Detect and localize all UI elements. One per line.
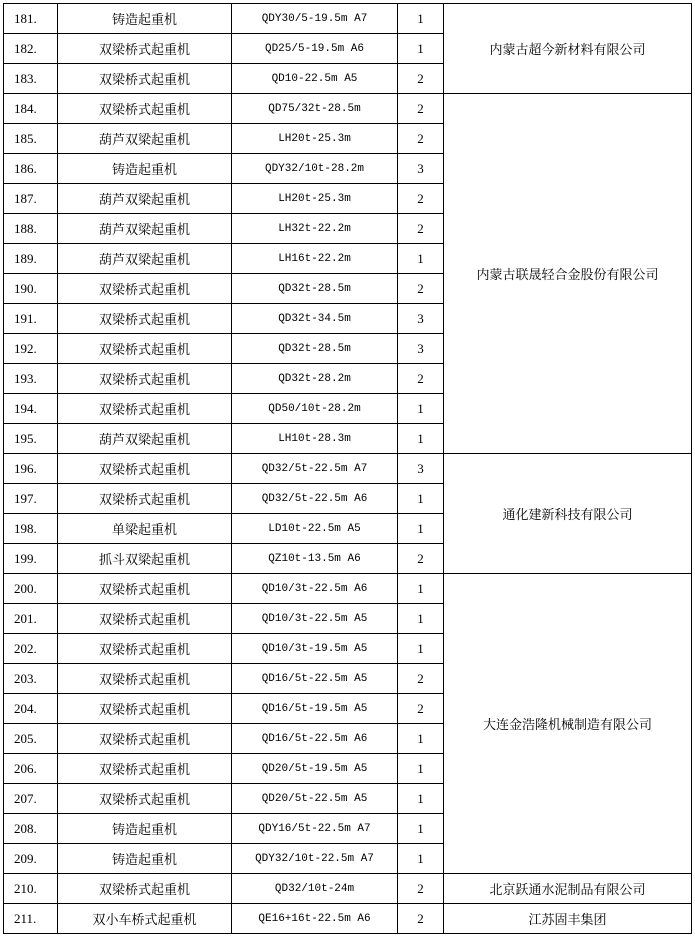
row-number-cell: 204.	[4, 694, 58, 724]
row-number-cell: 203.	[4, 664, 58, 694]
table-row	[4, 454, 692, 484]
model-spec-cell: QD25/5-19.5m A6	[232, 34, 398, 64]
company-cell: 大连金浩隆机械制造有限公司	[444, 574, 692, 874]
row-number-cell: 200.	[4, 574, 58, 604]
equipment-name-cell: 双梁桥式起重机	[58, 754, 232, 784]
model-spec-cell: QD32/10t-24m	[232, 874, 398, 904]
row-number-cell: 211.	[4, 904, 58, 934]
table-row	[4, 874, 692, 904]
quantity-cell: 3	[398, 154, 444, 184]
quantity-cell: 2	[398, 94, 444, 124]
model-spec-cell: QD32t-34.5m	[232, 304, 398, 334]
quantity-cell: 2	[398, 874, 444, 904]
table-row	[4, 904, 692, 934]
row-number-cell: 192.	[4, 334, 58, 364]
quantity-cell: 2	[398, 124, 444, 154]
row-number-cell: 188.	[4, 214, 58, 244]
row-number-cell: 208.	[4, 814, 58, 844]
row-number-cell: 187.	[4, 184, 58, 214]
row-number-cell: 198.	[4, 514, 58, 544]
equipment-name-cell: 双梁桥式起重机	[58, 94, 232, 124]
quantity-cell: 2	[398, 904, 444, 934]
row-number-cell: 189.	[4, 244, 58, 274]
model-spec-cell: LH20t-25.3m	[232, 124, 398, 154]
row-number-cell: 195.	[4, 424, 58, 454]
quantity-cell: 1	[398, 724, 444, 754]
quantity-cell: 2	[398, 184, 444, 214]
model-spec-cell: QDY30/5-19.5m A7	[232, 4, 398, 34]
quantity-cell: 2	[398, 214, 444, 244]
quantity-cell: 1	[398, 484, 444, 514]
equipment-name-cell: 单梁起重机	[58, 514, 232, 544]
quantity-cell: 1	[398, 244, 444, 274]
equipment-name-cell: 双梁桥式起重机	[58, 34, 232, 64]
quantity-cell: 1	[398, 754, 444, 784]
model-spec-cell: QD32/5t-22.5m A7	[232, 454, 398, 484]
equipment-name-cell: 双小车桥式起重机	[58, 904, 232, 934]
row-number-cell: 207.	[4, 784, 58, 814]
equipment-name-cell: 铸造起重机	[58, 844, 232, 874]
model-spec-cell: QD20/5t-19.5m A5	[232, 754, 398, 784]
quantity-cell: 1	[398, 784, 444, 814]
equipment-name-cell: 双梁桥式起重机	[58, 364, 232, 394]
crane-list-table	[3, 3, 692, 934]
model-spec-cell: QD10/3t-19.5m A5	[232, 634, 398, 664]
row-number-cell: 201.	[4, 604, 58, 634]
model-spec-cell: QD10/3t-22.5m A6	[232, 574, 398, 604]
company-cell: 内蒙古联晟轻合金股份有限公司	[444, 94, 692, 454]
quantity-cell: 1	[398, 4, 444, 34]
model-spec-cell: QD16/5t-19.5m A5	[232, 694, 398, 724]
model-spec-cell: QD32t-28.2m	[232, 364, 398, 394]
equipment-name-cell: 葫芦双梁起重机	[58, 244, 232, 274]
model-spec-cell: QD32t-28.5m	[232, 334, 398, 364]
row-number-cell: 184.	[4, 94, 58, 124]
model-spec-cell: QDY16/5t-22.5m A7	[232, 814, 398, 844]
model-spec-cell: QDY32/10t-22.5m A7	[232, 844, 398, 874]
company-cell: 江苏固丰集团	[444, 904, 692, 934]
table-row	[4, 574, 692, 604]
model-spec-cell: LH16t-22.2m	[232, 244, 398, 274]
equipment-name-cell: 双梁桥式起重机	[58, 604, 232, 634]
equipment-name-cell: 铸造起重机	[58, 4, 232, 34]
model-spec-cell: QDY32/10t-28.2m	[232, 154, 398, 184]
quantity-cell: 1	[398, 514, 444, 544]
row-number-cell: 182.	[4, 34, 58, 64]
row-number-cell: 181.	[4, 4, 58, 34]
row-number-cell: 194.	[4, 394, 58, 424]
quantity-cell: 3	[398, 454, 444, 484]
equipment-name-cell: 葫芦双梁起重机	[58, 214, 232, 244]
quantity-cell: 2	[398, 664, 444, 694]
row-number-cell: 205.	[4, 724, 58, 754]
quantity-cell: 1	[398, 394, 444, 424]
quantity-cell: 2	[398, 694, 444, 724]
model-spec-cell: QD32/5t-22.5m A6	[232, 484, 398, 514]
company-cell: 内蒙古超今新材料有限公司	[444, 4, 692, 94]
model-spec-cell: LH20t-25.3m	[232, 184, 398, 214]
table-row	[4, 94, 692, 124]
equipment-name-cell: 铸造起重机	[58, 154, 232, 184]
quantity-cell: 1	[398, 604, 444, 634]
equipment-name-cell: 抓斗双梁起重机	[58, 544, 232, 574]
equipment-name-cell: 双梁桥式起重机	[58, 634, 232, 664]
model-spec-cell: QD16/5t-22.5m A5	[232, 664, 398, 694]
model-spec-cell: QD10-22.5m A5	[232, 64, 398, 94]
model-spec-cell: QZ10t-13.5m A6	[232, 544, 398, 574]
equipment-name-cell: 双梁桥式起重机	[58, 394, 232, 424]
quantity-cell: 2	[398, 274, 444, 304]
equipment-name-cell: 双梁桥式起重机	[58, 484, 232, 514]
equipment-name-cell: 双梁桥式起重机	[58, 334, 232, 364]
model-spec-cell: LD10t-22.5m A5	[232, 514, 398, 544]
row-number-cell: 206.	[4, 754, 58, 784]
model-spec-cell: QE16+16t-22.5m A6	[232, 904, 398, 934]
equipment-name-cell: 双梁桥式起重机	[58, 784, 232, 814]
row-number-cell: 197.	[4, 484, 58, 514]
equipment-name-cell: 双梁桥式起重机	[58, 304, 232, 334]
row-number-cell: 209.	[4, 844, 58, 874]
row-number-cell: 190.	[4, 274, 58, 304]
quantity-cell: 2	[398, 64, 444, 94]
quantity-cell: 1	[398, 424, 444, 454]
equipment-name-cell: 双梁桥式起重机	[58, 64, 232, 94]
equipment-name-cell: 双梁桥式起重机	[58, 724, 232, 754]
quantity-cell: 1	[398, 34, 444, 64]
model-spec-cell: QD50/10t-28.2m	[232, 394, 398, 424]
table-body	[4, 4, 692, 934]
equipment-name-cell: 双梁桥式起重机	[58, 664, 232, 694]
equipment-name-cell: 葫芦双梁起重机	[58, 184, 232, 214]
row-number-cell: 193.	[4, 364, 58, 394]
model-spec-cell: QD20/5t-22.5m A5	[232, 784, 398, 814]
equipment-name-cell: 铸造起重机	[58, 814, 232, 844]
row-number-cell: 183.	[4, 64, 58, 94]
model-spec-cell: QD32t-28.5m	[232, 274, 398, 304]
model-spec-cell: QD16/5t-22.5m A6	[232, 724, 398, 754]
quantity-cell: 2	[398, 364, 444, 394]
equipment-name-cell: 双梁桥式起重机	[58, 694, 232, 724]
equipment-name-cell: 双梁桥式起重机	[58, 574, 232, 604]
row-number-cell: 186.	[4, 154, 58, 184]
model-spec-cell: QD75/32t-28.5m	[232, 94, 398, 124]
company-cell: 通化建新科技有限公司	[444, 454, 692, 574]
equipment-name-cell: 双梁桥式起重机	[58, 274, 232, 304]
quantity-cell: 1	[398, 574, 444, 604]
model-spec-cell: LH32t-22.2m	[232, 214, 398, 244]
equipment-name-cell: 双梁桥式起重机	[58, 874, 232, 904]
row-number-cell: 210.	[4, 874, 58, 904]
quantity-cell: 1	[398, 634, 444, 664]
company-cell: 北京跃通水泥制品有限公司	[444, 874, 692, 904]
row-number-cell: 185.	[4, 124, 58, 154]
equipment-name-cell: 双梁桥式起重机	[58, 454, 232, 484]
model-spec-cell: LH10t-28.3m	[232, 424, 398, 454]
quantity-cell: 2	[398, 544, 444, 574]
row-number-cell: 199.	[4, 544, 58, 574]
quantity-cell: 1	[398, 814, 444, 844]
equipment-name-cell: 葫芦双梁起重机	[58, 124, 232, 154]
quantity-cell: 3	[398, 334, 444, 364]
quantity-cell: 1	[398, 844, 444, 874]
quantity-cell: 3	[398, 304, 444, 334]
table-row	[4, 4, 692, 34]
row-number-cell: 191.	[4, 304, 58, 334]
row-number-cell: 202.	[4, 634, 58, 664]
row-number-cell: 196.	[4, 454, 58, 484]
model-spec-cell: QD10/3t-22.5m A5	[232, 604, 398, 634]
equipment-name-cell: 葫芦双梁起重机	[58, 424, 232, 454]
